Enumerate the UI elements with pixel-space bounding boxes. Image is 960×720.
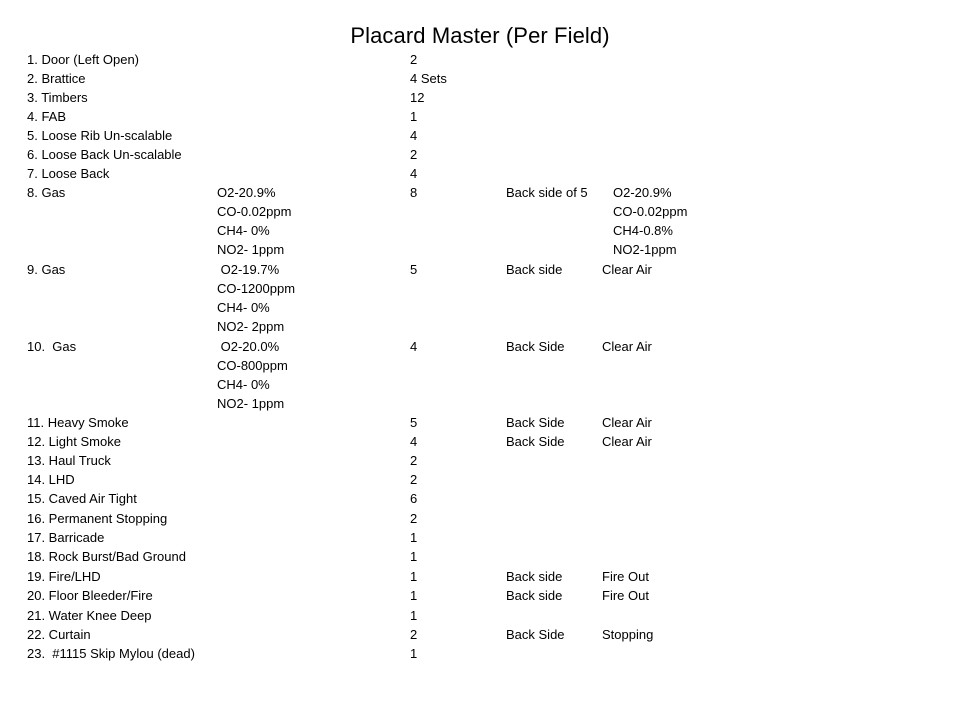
back-side-value: Fire Out — [602, 588, 649, 603]
item-qty: 1 — [410, 588, 418, 603]
item-label: 14. LHD — [27, 472, 75, 487]
item-qty: 2 — [410, 52, 418, 67]
gas-reading: O2-19.7% — [217, 262, 280, 277]
item-qty: 8 — [410, 185, 418, 200]
item-qty: 1 — [410, 608, 418, 623]
item-label: 15. Caved Air Tight — [27, 491, 137, 506]
item-label: 9. Gas — [27, 262, 66, 277]
item-label: 23. #1115 Skip Mylou (dead) — [27, 646, 195, 661]
item-qty: 4 — [410, 339, 418, 354]
gas-reading: CO-800ppm — [217, 358, 288, 373]
item-label: 12. Light Smoke — [27, 434, 121, 449]
back-side-reading: NO2-1ppm — [613, 242, 677, 257]
item-label: 3. Timbers — [27, 90, 88, 105]
item-label: 4. FAB — [27, 109, 67, 124]
back-side-value: Fire Out — [602, 569, 649, 584]
back-side-label: Back side — [506, 569, 563, 584]
back-side-reading: O2-20.9% — [613, 185, 672, 200]
item-label: 17. Barricade — [27, 530, 105, 545]
gas-reading: CH4- 0% — [217, 377, 270, 392]
back-side-reading: CH4-0.8% — [613, 223, 673, 238]
item-qty: 2 — [410, 627, 418, 642]
back-side-value: Clear Air — [602, 434, 652, 449]
item-qty: 1 — [410, 549, 418, 564]
item-label: 5. Loose Rib Un-scalable — [27, 128, 173, 143]
back-side-value: Stopping — [602, 627, 654, 642]
item-qty: 4 Sets — [410, 71, 447, 86]
item-qty: 4 — [410, 434, 418, 449]
back-side-value: Clear Air — [602, 415, 652, 430]
gas-reading: CH4- 0% — [217, 300, 270, 315]
back-side-label: Back Side — [506, 627, 565, 642]
item-qty: 4 — [410, 166, 418, 181]
gas-reading: NO2- 2ppm — [217, 319, 285, 334]
item-label: 22. Curtain — [27, 627, 91, 642]
gas-reading: CH4- 0% — [217, 223, 270, 238]
gas-reading: CO-1200ppm — [217, 281, 296, 296]
back-side-label: Back side — [506, 262, 563, 277]
back-side-value: Clear Air — [602, 339, 652, 354]
item-label: 1. Door (Left Open) — [27, 52, 139, 67]
back-side-label: Back side of 5 — [506, 185, 588, 200]
back-side-label: Back side — [506, 588, 563, 603]
item-qty: 1 — [410, 646, 418, 661]
gas-reading: NO2- 1ppm — [217, 396, 285, 411]
item-label: 20. Floor Bleeder/Fire — [27, 588, 153, 603]
item-qty: 4 — [410, 128, 418, 143]
item-qty: 5 — [410, 262, 418, 277]
item-qty: 1 — [410, 569, 418, 584]
item-qty: 2 — [410, 472, 418, 487]
item-qty: 1 — [410, 109, 418, 124]
item-label: 6. Loose Back Un-scalable — [27, 147, 182, 162]
gas-reading: O2-20.0% — [217, 339, 280, 354]
gas-reading: O2-20.9% — [217, 185, 276, 200]
item-label: 19. Fire/LHD — [27, 569, 101, 584]
item-label: 16. Permanent Stopping — [27, 511, 168, 526]
back-side-label: Back Side — [506, 415, 565, 430]
item-qty: 6 — [410, 491, 418, 506]
item-label: 2. Brattice — [27, 71, 86, 86]
item-label: 8. Gas — [27, 185, 66, 200]
item-qty: 2 — [410, 147, 418, 162]
item-label: 21. Water Knee Deep — [27, 608, 152, 623]
back-side-label: Back Side — [506, 434, 565, 449]
item-label: 7. Loose Back — [27, 166, 110, 181]
back-side-label: Back Side — [506, 339, 565, 354]
page-title: Placard Master (Per Field) — [350, 23, 610, 48]
item-label: 10. Gas — [27, 339, 77, 354]
item-label: 18. Rock Burst/Bad Ground — [27, 549, 186, 564]
item-qty: 12 — [410, 90, 425, 105]
gas-reading: NO2- 1ppm — [217, 242, 285, 257]
back-side-reading: CO-0.02ppm — [613, 204, 688, 219]
item-qty: 5 — [410, 415, 418, 430]
item-label: 11. Heavy Smoke — [27, 415, 129, 430]
item-qty: 1 — [410, 530, 418, 545]
item-qty: 2 — [410, 453, 418, 468]
item-qty: 2 — [410, 511, 418, 526]
back-side-value: Clear Air — [602, 262, 652, 277]
item-label: 13. Haul Truck — [27, 453, 111, 468]
gas-reading: CO-0.02ppm — [217, 204, 292, 219]
